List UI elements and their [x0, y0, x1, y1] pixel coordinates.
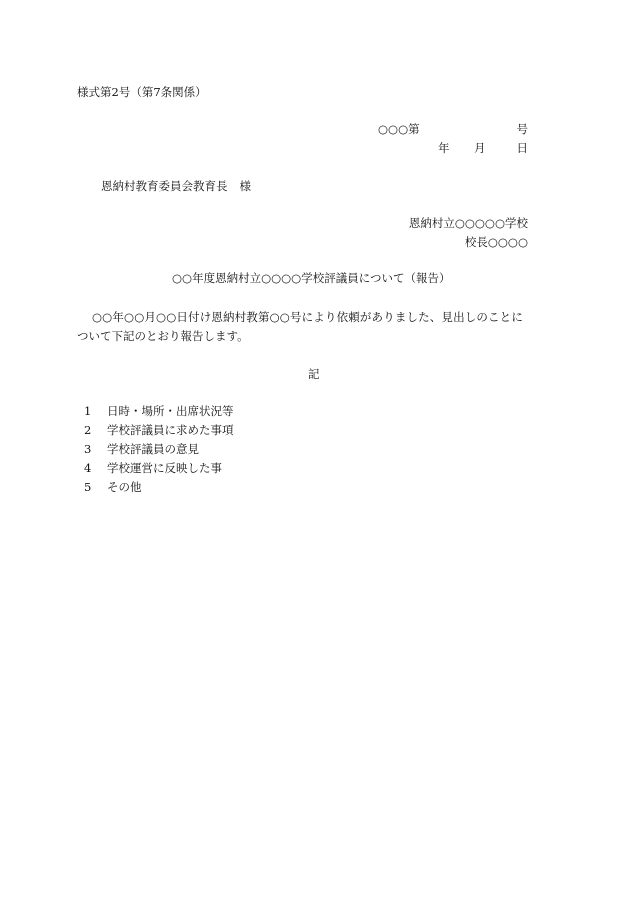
date-day: 日: [516, 141, 528, 155]
list-item-number: 4: [84, 461, 92, 475]
document-number-suffix: 号: [516, 122, 528, 136]
form-label: 様式第2号（第7条関係）: [77, 85, 207, 99]
sender-principal: 校長○○○○: [464, 235, 528, 249]
list-item: [84, 425, 234, 437]
recipient-honorific: 様: [239, 179, 251, 193]
list-item-number: 3: [84, 442, 92, 456]
body-text-line-1: ○○年○○月○○日付け恩納村教第○○号により依頼がありました、見出しのことに: [92, 310, 523, 324]
list-item-text: 学校運営に反映した事: [107, 461, 222, 475]
body-text-line-2: ついて下記のとおり報告します。: [77, 329, 249, 343]
document-number-prefix: ○○○第: [378, 122, 420, 136]
list-item: [84, 463, 222, 475]
date-year: 年: [438, 141, 450, 155]
list-item: [84, 444, 199, 456]
recipient-name: 恩納村教育委員会教育長: [101, 179, 228, 193]
list-item-text: 日時・場所・出席状況等: [107, 404, 234, 418]
sender-school: 恩納村立○○○○○学校: [408, 216, 528, 230]
date-month: 月: [474, 141, 486, 155]
list-item: [84, 482, 142, 494]
list-item-number: 5: [84, 480, 92, 494]
list-item-number: 1: [84, 404, 92, 418]
list-item: [84, 406, 234, 418]
ki-heading: 記: [308, 367, 320, 381]
list-item-text: 学校評議員の意見: [107, 442, 199, 456]
recipient: [101, 181, 251, 193]
document-subject: ○○年度恩納村立○○○○学校評議員について（報告）: [172, 271, 451, 285]
list-item-text: 学校評議員に求めた事項: [107, 423, 234, 437]
list-item-text: その他: [107, 480, 142, 494]
list-item-number: 2: [84, 423, 92, 437]
